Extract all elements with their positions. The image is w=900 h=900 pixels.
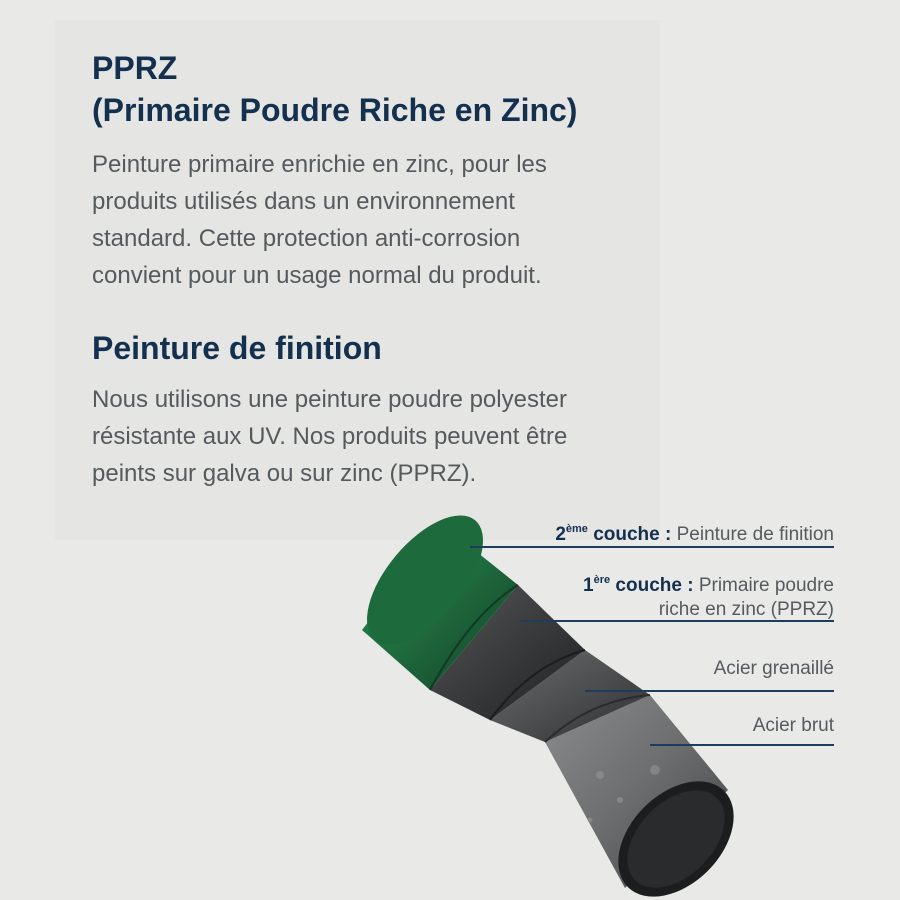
finish-description-line: peints sur galva ou sur zinc (PPRZ). [92,460,477,487]
second-coat-ordinal: 2ème couche : [555,523,672,545]
pprz-description-line: produits utilisés dans un environnement [92,188,515,215]
title-line-1: PPRZ [92,50,178,86]
label-first-coat [583,568,834,622]
finish-heading: Peinture de finition [92,330,382,366]
first-coat-leader-line [520,620,834,622]
finish-description-line: Nous utilisons une peinture poudre polyester [92,386,567,413]
shot-blasted-leader-line [585,690,834,692]
first-coat-desc-line1: Primaire poudre [698,575,834,596]
label-shot-blasted-steel: Acier grenaillé [713,658,834,679]
pprz-description-line: convient pour un usage normal du produit. [92,262,542,289]
label-second-coat [555,517,834,547]
first-coat-desc-line2: riche en zinc (PPRZ) [658,599,834,620]
pprz-description-line: standard. Cette protection anti-corrosion [92,225,521,252]
finish-description-line: résistante aux UV. Nos produits peuvent être [92,423,568,450]
label-raw-steel: Acier brut [752,715,834,736]
second-coat-leader-line [470,546,834,548]
pprz-description-line: Peinture primaire enrichie en zinc, pour les [92,151,547,178]
first-coat-ordinal: 1ère couche : [583,574,694,596]
second-coat-desc: Peinture de finition [676,524,834,545]
raw-steel-leader-line [650,744,834,746]
title-line-2: (Primaire Poudre Riche en Zinc) [92,92,578,128]
